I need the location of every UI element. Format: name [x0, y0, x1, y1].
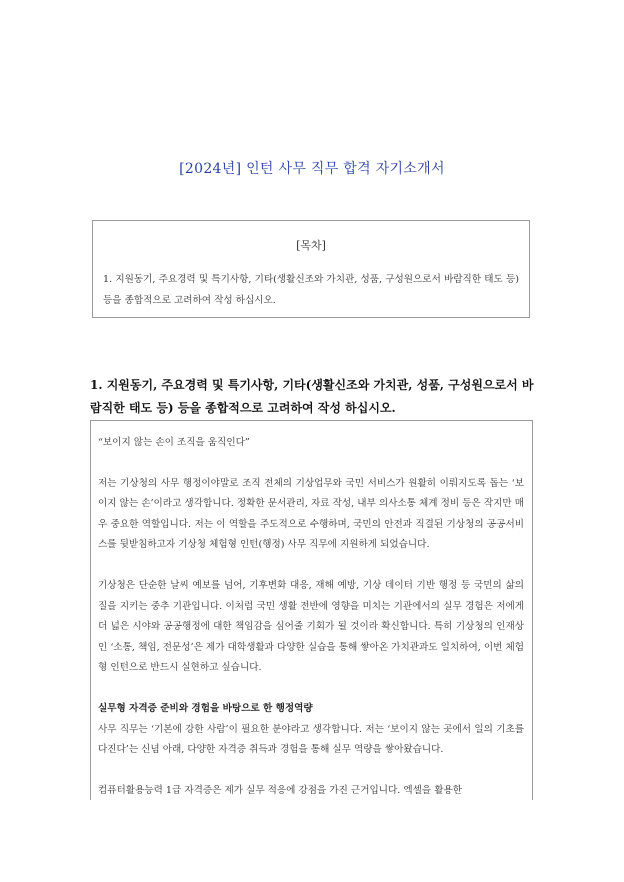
answer-quote: “보이지 않는 손이 조직을 움직인다”	[98, 437, 250, 448]
answer-paragraph-4: 컴퓨터활용능력 1급 자격증은 제가 실무 적응에 강점을 가진 근거입니다. 엑셀을 활용한	[98, 784, 463, 796]
question-heading: 1. 지원동기, 주요경력 및 특기사항, 기타(생활신조와 가치관, 성품, 구성원으로서 바람직한 태도 등) 등을 종합적으로 고려하여 작성 하십시오.	[90, 378, 534, 415]
answer-subheading: 실무형 자격증 준비와 경험을 바탕으로 한 행정역량	[98, 702, 313, 714]
answer-paragraph-2: 기상청은 단순한 날씨 예보를 넘어, 기후변화 대응, 재해 예방, 기상 데이터 기반 행정 등 국민의 삶의 질을 지키는 중추 기관입니다. 이처럼 국민 생활 전반에 영향을 미치는 기관에서의 실무 경험은 저에게 더 넓은 시야와 공공행정에 대한 책임감을 심어줄 기회가 될 것이라 확신합니다. 특히 기상청의 인재상인 ‘소통, 책임, 전문성’은 제가 대학생활과 다양한 실습을 통해 쌓아온 가치관과도 일치하여, 이번 체험형 인턴으로 반드시 실현하고 싶습니다.	[98, 579, 524, 674]
answer-box	[90, 420, 533, 800]
toc-heading: [목차]	[296, 239, 326, 252]
document-title: [2024년] 인턴 사무 직무 합격 자기소개서	[179, 161, 445, 177]
answer-paragraph-3: 사무 직무는 ‘기본에 강한 사람’이 필요한 분야라고 생각합니다. 저는 ‘보이지 않는 곳에서 일의 기초를 다진다’는 신념 아래, 다양한 자격증 취득과 경험을 통해 실무 역량을 쌓아왔습니다.	[98, 723, 524, 756]
answer-paragraph-1: 저는 기상청의 사무 행정이야말로 조직 전체의 기상업무와 국민 서비스가 원활히 이뤄지도록 돕는 ‘보이지 않는 손’이라고 생각합니다. 정확한 문서관리, 자료 작성, 내부 의사소통 체계 정비 등은 작지만 매우 중요한 역할입니다. 저는 이 역할을 주도적으로 수행하며, 국민의 안전과 직결된 기상청의 공공서비스를 뒷받침하고자 기상청 체험형 인턴(행정) 사무 직무에 지원하게 되었습니다.	[98, 477, 524, 551]
toc-item: 1. 지원동기, 주요경력 및 특기사항, 기타(생활신조와 가치관, 성품, 구성원으로서 바람직한 태도 등) 등을 종합적으로 고려하여 작성 하십시오.	[103, 274, 519, 306]
toc-box	[92, 220, 530, 318]
